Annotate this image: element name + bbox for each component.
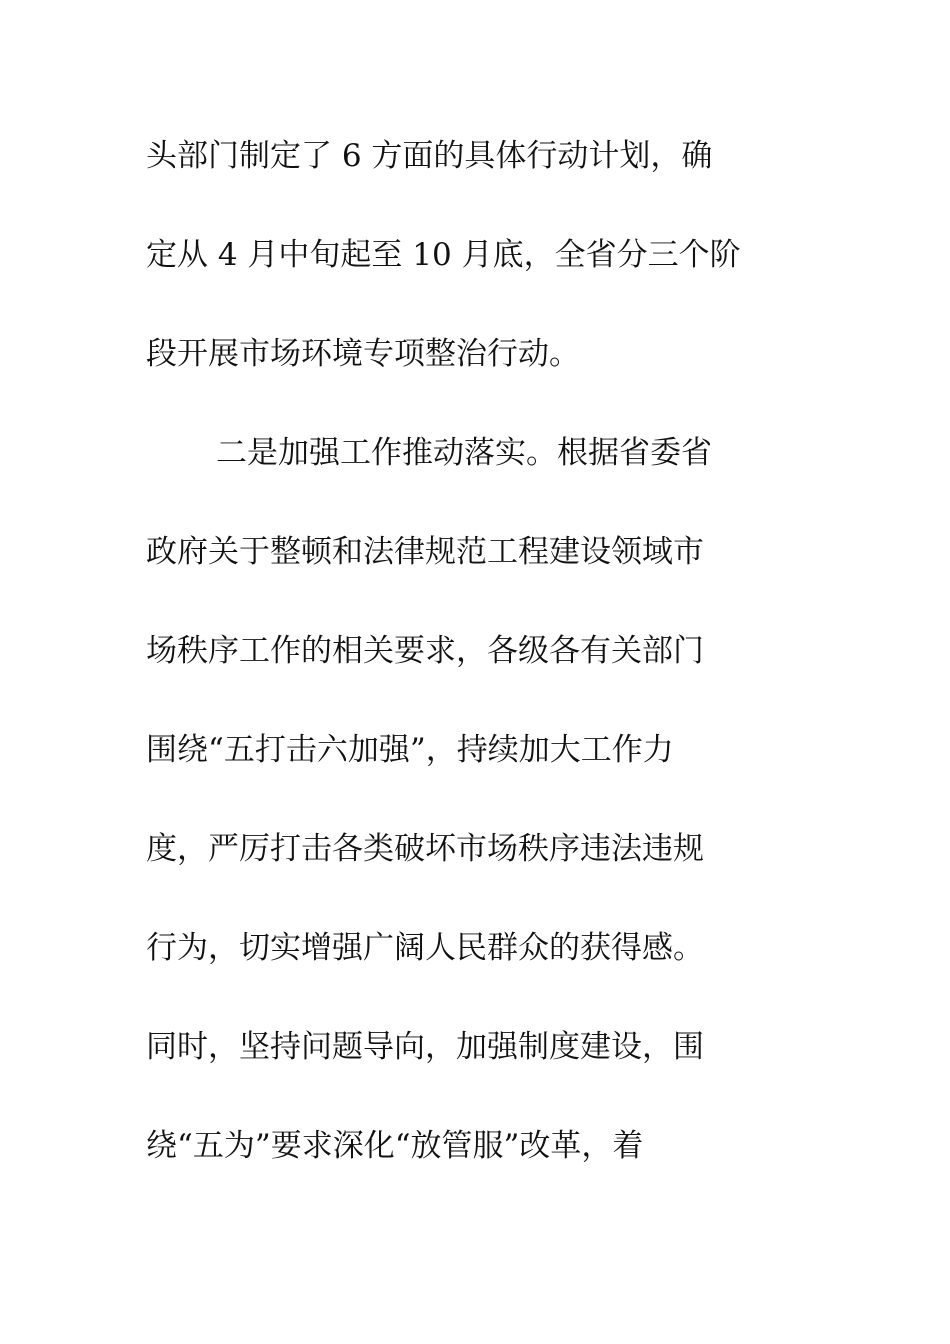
text-line-7: 围绕“五打击六加强”，持续加大工作力: [146, 732, 674, 768]
text-line-11: 绕“五为”要求深化“放管服”改革，着: [146, 1128, 644, 1164]
text-line-8: 度，严厉打击各类破坏市场秩序违法违规: [146, 831, 704, 867]
text-line-5: 政府关于整顿和法律规范工程建设领域市: [146, 534, 704, 570]
text-line-2: 定从 4 月中旬起至 10 月底，全省分三个阶: [146, 237, 741, 273]
text-line-3: 段开展市场环境专项整治行动。: [146, 336, 580, 372]
text-line-10: 同时，坚持问题导向，加强制度建设，围: [146, 1029, 704, 1065]
text-line-9: 行为，切实增强广阔人民群众的获得感。: [146, 930, 704, 966]
body-text: [146, 128, 806, 1217]
text-line-4-paragraph-start: 二是加强工作推动落实。根据省委省: [216, 435, 712, 471]
text-line-6: 场秩序工作的相关要求，各级各有关部门: [146, 633, 704, 669]
text-line-1: 头部门制定了 6 方面的具体行动计划，确: [146, 138, 713, 174]
